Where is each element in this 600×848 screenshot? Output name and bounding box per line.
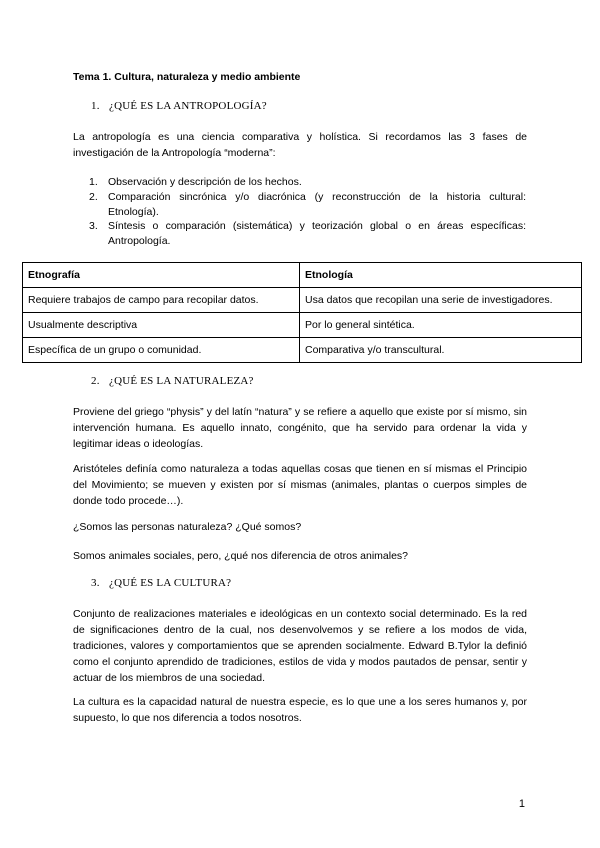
section-heading-text: ¿QUÉ ES LA ANTROPOLOGÍA? <box>109 100 267 112</box>
list-text: Síntesis o comparación (sistemática) y teorización global o en áreas específicas: Antropología. <box>108 220 526 247</box>
paragraph: Proviene del griego “physis” y del latín “natura” y se refiere a aquello que existe por sí mismo, sin intervención humana. Es aquello innato, congénito, que ha servido para ordenar la vida y legitimar ideas o ideologías. <box>73 406 527 450</box>
table-cell: Por lo general sintética. <box>300 313 582 338</box>
table-row <box>23 288 582 313</box>
table-header-row <box>23 263 582 288</box>
table-cell: Específica de un grupo o comunidad. <box>23 338 300 363</box>
document-title: Tema 1. Cultura, naturaleza y medio ambiente <box>73 71 301 83</box>
paragraph: Aristóteles definía como naturaleza a todas aquellas cosas que tienen en sí mismas el Principio del Movimiento; se mueven y existen por sí mismas (animales, plantas o cuerpos simples de donde todo procede…). <box>73 463 527 507</box>
list-text: Comparación sincrónica y/o diacrónica (y reconstrucción de la historia cultural: Etnología). <box>108 191 526 218</box>
paragraph: ¿Somos las personas naturaleza? ¿Qué somos? <box>73 521 302 533</box>
section-number: 2. <box>91 375 100 387</box>
table-header-cell: Etnografía <box>23 263 300 288</box>
list-number: 3. <box>89 220 98 232</box>
table-cell: Usualmente descriptiva <box>23 313 300 338</box>
table-header-cell: Etnología <box>300 263 582 288</box>
paragraph: La cultura es la capacidad natural de nuestra especie, es lo que une a los seres humanos y, por supuesto, lo que nos diferencia a todos nosotros. <box>73 696 527 724</box>
list-text: Observación y descripción de los hechos. <box>108 176 302 188</box>
table-row <box>23 313 582 338</box>
page-number: 1 <box>518 798 525 810</box>
paragraph: Somos animales sociales, pero, ¿qué nos diferencia de otros animales? <box>73 550 409 562</box>
section-heading-text: ¿QUÉ ES LA CULTURA? <box>109 577 232 589</box>
table-row <box>23 338 582 363</box>
section-number: 3. <box>91 577 100 589</box>
paragraph: Conjunto de realizaciones materiales e ideológicas en un contexto social determinado. Es la red de significaciones dentro de la cual, nos desenvolvemos y se refiere a los modos de vida, tradiciones, valores y comportamientos que se aprenden socialmente. Edward B.Tylor la definió como el conjunto aprendido de tradiciones, estilos de vida y modos pautados de pensar, sentir y actuar de los miembros de una sociedad. <box>73 608 527 684</box>
section-heading-text: ¿QUÉ ES LA NATURALEZA? <box>109 375 254 387</box>
table-cell: Comparativa y/o transcultural. <box>300 338 582 363</box>
table-cell: Requiere trabajos de campo para recopilar datos. <box>23 288 300 313</box>
table-cell: Usa datos que recopilan una serie de investigadores. <box>300 288 582 313</box>
intro-paragraph: La antropología es una ciencia comparativa y holística. Si recordamos las 3 fases de investigación de la Antropología “moderna”: <box>73 131 527 159</box>
list-number: 2. <box>89 191 98 203</box>
comparison-table <box>22 262 582 363</box>
section-number: 1. <box>91 100 100 112</box>
list-number: 1. <box>89 176 98 188</box>
